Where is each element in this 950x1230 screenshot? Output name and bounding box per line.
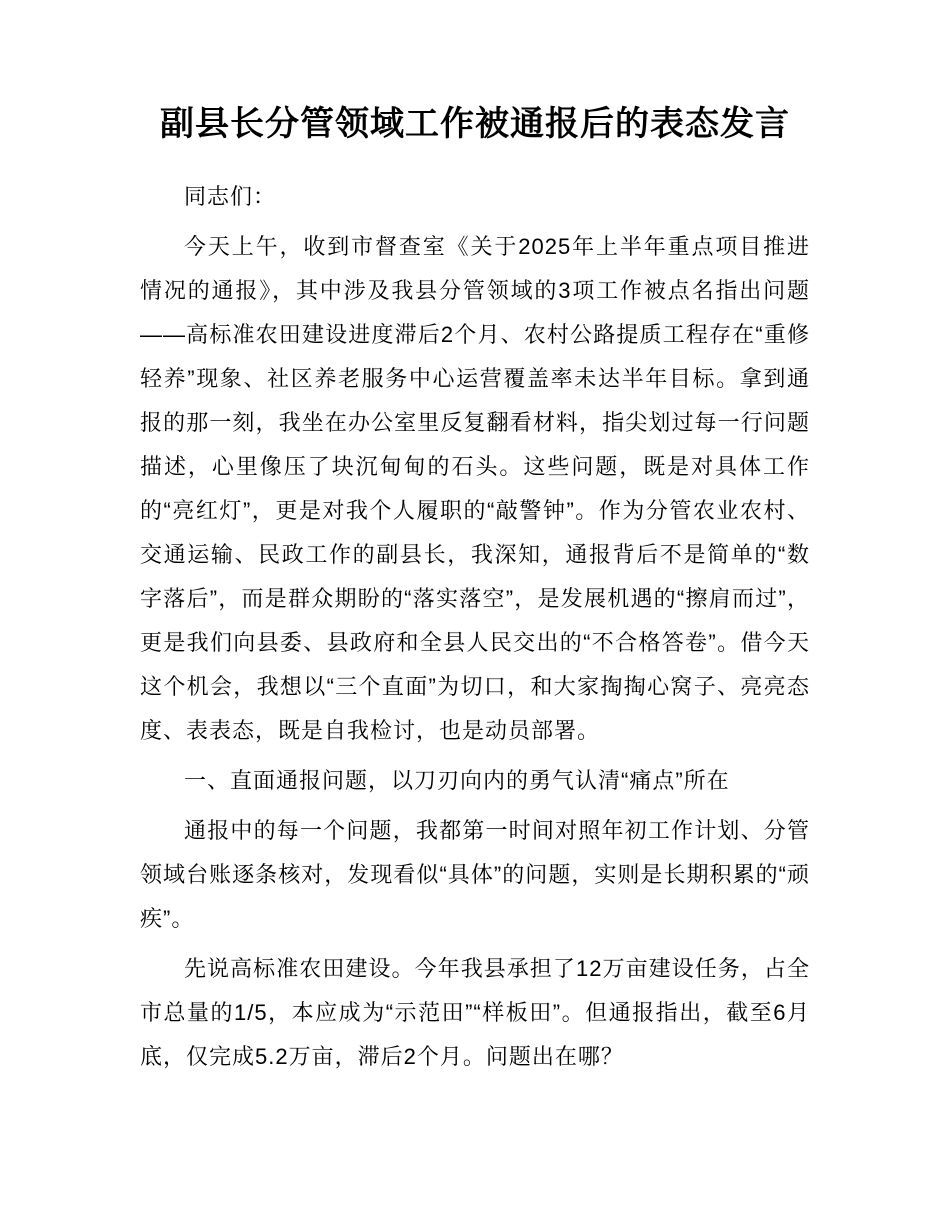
paragraph-intro: 今天上午，收到市督查室《关于2025年上半年重点项目推进情况的通报》，其中涉及我县分管领域的3项工作被点名指出问题——高标准农田建设进度滞后2个月、农村公路提质工程存在“重修轻养”现象、社区养老服务中心运营覆盖率未达半年目标。拿到通报的那一刻，我坐在办公室里反复翻看材料，指尖划过每一行问题描述，心里像压了块沉甸甸的石头。这些问题，既是对具体工作的“亮红灯”，更是对我个人履职的“敲警钟”。作为分管农业农村、交通运输、民政工作的副县长，我深知，通报背后不是简单的“数字落后”，而是群众期盼的“落实落空”，是发展机遇的“擦肩而过”，更是我们向县委、县政府和全县人民交出的“不合格答卷”。借今天这个机会，我想以“三个直面”为切口，和大家掏掏心窝子、亮亮态度、表表态，既是自我检讨，也是动员部署。 [140,234,810,743]
section-heading-1: 一、直面通报问题，以刀刃向内的勇气认清“痛点”所在 [184,768,730,793]
paragraph-farmland-progress: 先说高标准农田建设。今年我县承担了12万亩建设任务，占全市总量的1/5，本应成为“示范田”“样板田”。但通报指出，截至6月底，仅完成5.2万亩，滞后2个月。问题出在哪？ [140,956,810,1069]
salutation: 同志们： [184,184,277,209]
document-title: 副县长分管领域工作被通报后的表态发言 [160,105,790,143]
paragraph-problem-review: 通报中的每一个问题，我都第一时间对照年初工作计划、分管领域台账逐条核对，发现看似“具体”的问题，实则是长期积累的“顽疾”。 [140,818,810,931]
